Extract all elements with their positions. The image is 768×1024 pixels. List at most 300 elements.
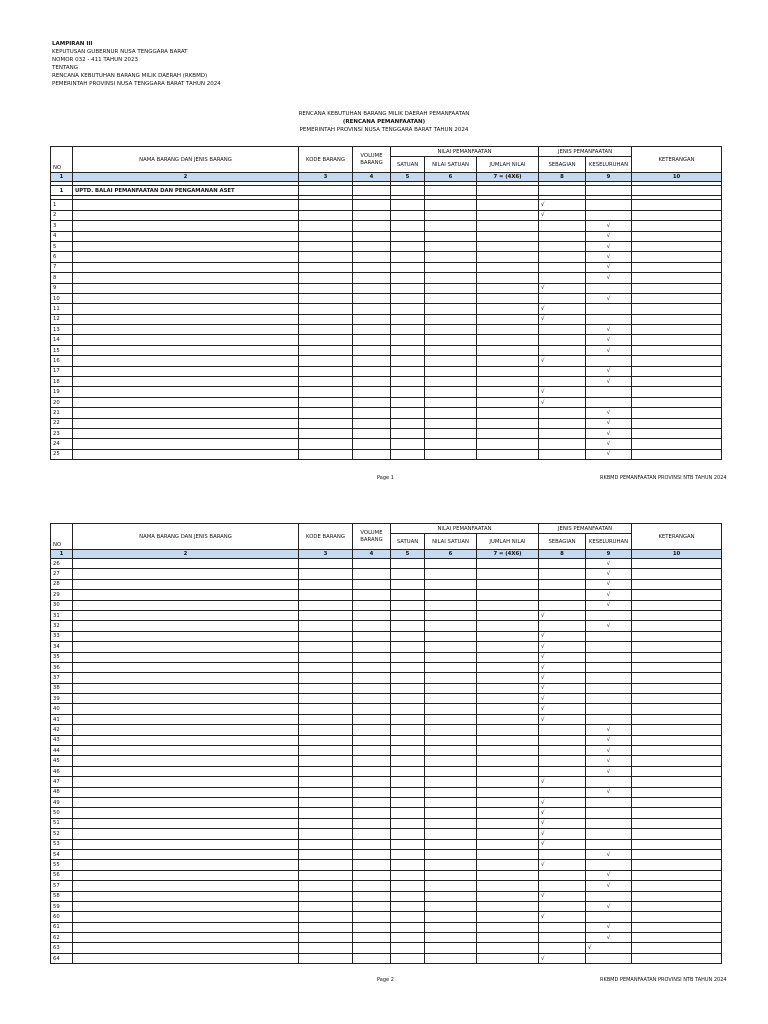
empty-cell: [299, 418, 353, 428]
empty-cell: [632, 642, 722, 652]
empty-cell: [632, 449, 722, 459]
col-number: 8: [539, 550, 586, 559]
sebagian-cell: [539, 746, 586, 756]
empty-cell: [477, 335, 539, 345]
empty-cell: [632, 860, 722, 870]
empty-cell: [299, 953, 353, 963]
empty-cell: [477, 559, 539, 569]
table-row: [51, 273, 722, 283]
col-header-keterangan: KETERANGAN: [632, 524, 722, 550]
empty-cell: [353, 418, 391, 428]
col-header-volume: VOLUME BARANG: [353, 524, 391, 550]
empty-cell: [73, 870, 299, 880]
table-row: [51, 210, 722, 220]
empty-cell: [425, 569, 477, 579]
empty-cell: [299, 631, 353, 641]
empty-cell: [299, 335, 353, 345]
keseluruhan-check-icon: √: [586, 418, 632, 428]
empty-cell: [425, 273, 477, 283]
empty-cell: [73, 933, 299, 943]
sebagian-check-icon: √: [539, 704, 586, 714]
empty-cell: [477, 683, 539, 693]
title-line-2: (RENCANA PEMANFAATAN): [342, 119, 426, 125]
sebagian-cell: [539, 231, 586, 241]
empty-cell: [632, 345, 722, 355]
empty-cell: [425, 662, 477, 672]
row-number: 6: [51, 252, 73, 262]
row-number: 63: [51, 943, 73, 953]
empty-cell: [632, 735, 722, 745]
empty-cell: [73, 356, 299, 366]
empty-cell: [299, 735, 353, 745]
column-number-row: [51, 173, 722, 182]
empty-cell: [425, 787, 477, 797]
table-row: [51, 428, 722, 438]
empty-cell: [632, 304, 722, 314]
empty-cell: [353, 631, 391, 641]
empty-cell: [299, 356, 353, 366]
row-number: 61: [51, 922, 73, 932]
empty-cell: [632, 231, 722, 241]
row-number: 45: [51, 756, 73, 766]
table-row: [51, 335, 722, 345]
empty-cell: [425, 839, 477, 849]
sebagian-cell: [539, 766, 586, 776]
row-number: 58: [51, 891, 73, 901]
empty-cell: [353, 569, 391, 579]
empty-cell: [425, 590, 477, 600]
empty-cell: [632, 335, 722, 345]
col-header-nilai-group: NILAI PEMANFAATAN: [391, 147, 539, 157]
table-row: [51, 662, 722, 672]
empty-cell: [353, 642, 391, 652]
empty-cell: [353, 610, 391, 620]
row-number: 38: [51, 683, 73, 693]
row-number: 11: [51, 304, 73, 314]
empty-cell: [425, 387, 477, 397]
row-number: 12: [51, 314, 73, 324]
col-header-sebagian: SEBAGIAN: [539, 157, 586, 173]
empty-cell: [425, 241, 477, 251]
row-number: 1: [51, 200, 73, 210]
col-number: 5: [391, 173, 425, 182]
empty-cell: [632, 241, 722, 251]
empty-cell: [632, 366, 722, 376]
sebagian-cell: [539, 881, 586, 891]
row-number: 51: [51, 818, 73, 828]
empty-cell: [477, 849, 539, 859]
sebagian-cell: [539, 922, 586, 932]
empty-cell: [632, 273, 722, 283]
row-number: 42: [51, 725, 73, 735]
sebagian-cell: [539, 418, 586, 428]
col-header-keterangan: KETERANGAN: [632, 147, 722, 173]
sebagian-check-icon: √: [539, 387, 586, 397]
empty-cell: [299, 221, 353, 231]
header-line: TENTANG: [52, 64, 79, 71]
col-header-no: NO: [51, 524, 73, 550]
sebagian-check-icon: √: [539, 891, 586, 901]
empty-cell: [391, 610, 425, 620]
sebagian-cell: [539, 252, 586, 262]
col-number: 3: [299, 173, 353, 182]
empty-cell: [299, 366, 353, 376]
empty-cell: [425, 345, 477, 355]
keseluruhan-cell: [586, 797, 632, 807]
row-number: 8: [51, 273, 73, 283]
sebagian-check-icon: √: [539, 673, 586, 683]
sebagian-cell: [539, 439, 586, 449]
empty-cell: [391, 631, 425, 641]
empty-cell: [425, 808, 477, 818]
empty-cell: [391, 241, 425, 251]
empty-cell: [477, 662, 539, 672]
row-number: 13: [51, 325, 73, 335]
empty-cell: [477, 787, 539, 797]
empty-cell: [391, 377, 425, 387]
empty-cell: [425, 397, 477, 407]
keseluruhan-check-icon: √: [586, 335, 632, 345]
empty-cell: [73, 662, 299, 672]
empty-cell: [73, 314, 299, 324]
empty-cell: [391, 642, 425, 652]
empty-cell: [391, 808, 425, 818]
empty-cell: [73, 787, 299, 797]
empty-cell: [632, 397, 722, 407]
table-row: [51, 559, 722, 569]
keseluruhan-check-icon: √: [586, 870, 632, 880]
row-number: 41: [51, 714, 73, 724]
empty-cell: [391, 252, 425, 262]
empty-cell: [299, 943, 353, 953]
empty-cell: [632, 808, 722, 818]
row-number: 36: [51, 662, 73, 672]
empty-cell: [391, 210, 425, 220]
empty-cell: [425, 631, 477, 641]
empty-cell: [73, 818, 299, 828]
keseluruhan-check-icon: √: [586, 377, 632, 387]
empty-cell: [391, 262, 425, 272]
empty-cell: [299, 428, 353, 438]
table-row: [51, 860, 722, 870]
empty-cell: [353, 621, 391, 631]
empty-cell: [353, 746, 391, 756]
empty-cell: [632, 559, 722, 569]
empty-cell: [425, 870, 477, 880]
empty-cell: [632, 600, 722, 610]
empty-cell: [477, 408, 539, 418]
page-number: Page 2: [377, 977, 394, 983]
row-number: 37: [51, 673, 73, 683]
empty-cell: [299, 397, 353, 407]
row-number: 19: [51, 387, 73, 397]
empty-cell: [425, 283, 477, 293]
empty-cell: [477, 912, 539, 922]
empty-cell: [353, 397, 391, 407]
empty-cell: [73, 829, 299, 839]
empty-cell: [425, 408, 477, 418]
empty-cell: [353, 839, 391, 849]
empty-cell: [73, 200, 299, 210]
table-row: [51, 600, 722, 610]
empty-cell: [353, 673, 391, 683]
sebagian-cell: [539, 366, 586, 376]
empty-cell: [353, 662, 391, 672]
empty-cell: [632, 439, 722, 449]
empty-cell: [632, 839, 722, 849]
empty-cell: [632, 408, 722, 418]
empty-cell: [391, 787, 425, 797]
keseluruhan-check-icon: √: [586, 735, 632, 745]
keseluruhan-check-icon: √: [586, 579, 632, 589]
empty-cell: [425, 933, 477, 943]
column-number-row: [51, 550, 722, 559]
empty-cell: [477, 901, 539, 911]
table-row: [51, 652, 722, 662]
lampiran-label: LAMPIRAN III: [52, 41, 93, 47]
empty-cell: [632, 356, 722, 366]
sebagian-cell: [539, 408, 586, 418]
empty-cell: [353, 891, 391, 901]
empty-cell: [632, 569, 722, 579]
empty-cell: [477, 610, 539, 620]
empty-cell: [391, 314, 425, 324]
empty-cell: [299, 881, 353, 891]
table-row: [51, 766, 722, 776]
empty-cell: [425, 356, 477, 366]
empty-cell: [477, 366, 539, 376]
table-row: [51, 839, 722, 849]
empty-cell: [73, 746, 299, 756]
sebagian-check-icon: √: [539, 797, 586, 807]
empty-cell: [425, 714, 477, 724]
empty-cell: [391, 922, 425, 932]
keseluruhan-cell: [586, 818, 632, 828]
empty-cell: [391, 912, 425, 922]
empty-cell: [632, 418, 722, 428]
empty-cell: [425, 642, 477, 652]
sebagian-check-icon: √: [539, 642, 586, 652]
table-row: [51, 449, 722, 459]
empty-cell: [73, 652, 299, 662]
empty-cell: [477, 746, 539, 756]
row-number: 56: [51, 870, 73, 880]
row-number: 55: [51, 860, 73, 870]
table-row: [51, 787, 722, 797]
row-number: 46: [51, 766, 73, 776]
col-number: 3: [299, 550, 353, 559]
keseluruhan-check-icon: √: [586, 293, 632, 303]
empty-cell: [477, 953, 539, 963]
row-number: 44: [51, 746, 73, 756]
col-number: 9: [586, 550, 632, 559]
sebagian-check-icon: √: [539, 953, 586, 963]
empty-cell: [477, 231, 539, 241]
row-number: 9: [51, 283, 73, 293]
sebagian-cell: [539, 870, 586, 880]
empty-cell: [632, 200, 722, 210]
keseluruhan-cell: [586, 808, 632, 818]
empty-cell: [632, 325, 722, 335]
table-row: [51, 387, 722, 397]
row-number: 3: [51, 221, 73, 231]
empty-cell: [391, 283, 425, 293]
col-number: 7 = (4X6): [477, 173, 539, 182]
empty-cell: [425, 860, 477, 870]
empty-cell: [353, 849, 391, 859]
row-number: 25: [51, 449, 73, 459]
empty-cell: [425, 366, 477, 376]
table-row: [51, 714, 722, 724]
empty-cell: [477, 283, 539, 293]
empty-cell: [391, 901, 425, 911]
sebagian-check-icon: √: [539, 356, 586, 366]
empty-cell: [425, 418, 477, 428]
keseluruhan-check-icon: √: [586, 366, 632, 376]
row-number: 34: [51, 642, 73, 652]
empty-cell: [632, 777, 722, 787]
empty-cell: [425, 912, 477, 922]
empty-cell: [425, 829, 477, 839]
empty-cell: [73, 839, 299, 849]
empty-cell: [632, 704, 722, 714]
empty-cell: [299, 210, 353, 220]
row-number: 7: [51, 262, 73, 272]
row-number: 30: [51, 600, 73, 610]
table-row: [51, 366, 722, 376]
empty-cell: [477, 870, 539, 880]
empty-cell: [73, 335, 299, 345]
table-row: [51, 610, 722, 620]
empty-cell: [425, 200, 477, 210]
row-number: 27: [51, 569, 73, 579]
empty-cell: [353, 366, 391, 376]
empty-cell: [391, 439, 425, 449]
empty-cell: [477, 273, 539, 283]
empty-cell: [391, 704, 425, 714]
keseluruhan-cell: [586, 397, 632, 407]
table-row: [51, 642, 722, 652]
table-page-1: [50, 146, 722, 460]
empty-cell: [73, 559, 299, 569]
empty-cell: [477, 579, 539, 589]
empty-cell: [632, 610, 722, 620]
empty-cell: [353, 933, 391, 943]
table-row: [51, 200, 722, 210]
empty-cell: [73, 241, 299, 251]
empty-cell: [425, 314, 477, 324]
col-header-volume: VOLUME BARANG: [353, 147, 391, 173]
table-row: [51, 953, 722, 963]
empty-cell: [391, 756, 425, 766]
keseluruhan-check-icon: √: [586, 241, 632, 251]
empty-cell: [353, 252, 391, 262]
keseluruhan-cell: [586, 829, 632, 839]
empty-cell: [73, 766, 299, 776]
empty-cell: [477, 418, 539, 428]
empty-cell: [477, 569, 539, 579]
empty-cell: [425, 694, 477, 704]
empty-cell: [477, 241, 539, 251]
empty-cell: [353, 221, 391, 231]
empty-cell: [299, 262, 353, 272]
empty-cell: [477, 652, 539, 662]
table-row: [51, 314, 722, 324]
empty-cell: [477, 631, 539, 641]
empty-cell: [299, 849, 353, 859]
row-number: 60: [51, 912, 73, 922]
empty-cell: [299, 818, 353, 828]
keseluruhan-cell: [586, 283, 632, 293]
empty-cell: [477, 210, 539, 220]
sebagian-check-icon: √: [539, 683, 586, 693]
sebagian-cell: [539, 325, 586, 335]
empty-cell: [391, 590, 425, 600]
empty-cell: [632, 922, 722, 932]
empty-cell: [391, 839, 425, 849]
empty-cell: [632, 746, 722, 756]
sebagian-cell: [539, 449, 586, 459]
sebagian-check-icon: √: [539, 631, 586, 641]
sebagian-check-icon: √: [539, 694, 586, 704]
empty-cell: [353, 293, 391, 303]
sebagian-check-icon: √: [539, 610, 586, 620]
empty-cell: [391, 408, 425, 418]
empty-cell: [425, 849, 477, 859]
empty-cell: [477, 797, 539, 807]
empty-cell: [299, 439, 353, 449]
empty-cell: [425, 735, 477, 745]
keseluruhan-cell: [586, 610, 632, 620]
empty-cell: [477, 694, 539, 704]
empty-cell: [425, 891, 477, 901]
empty-cell: [353, 808, 391, 818]
empty-cell: [299, 808, 353, 818]
empty-cell: [73, 808, 299, 818]
keseluruhan-check-icon: √: [586, 449, 632, 459]
empty-cell: [391, 652, 425, 662]
empty-cell: [391, 449, 425, 459]
keseluruhan-cell: [586, 356, 632, 366]
col-number: 6: [425, 173, 477, 182]
keseluruhan-cell: [586, 839, 632, 849]
empty-cell: [391, 200, 425, 210]
empty-cell: [353, 714, 391, 724]
table-row: [51, 231, 722, 241]
empty-cell: [299, 252, 353, 262]
empty-cell: [391, 797, 425, 807]
col-number: 9: [586, 173, 632, 182]
empty-cell: [632, 621, 722, 631]
empty-cell: [73, 891, 299, 901]
row-number: 29: [51, 590, 73, 600]
keseluruhan-check-icon: √: [586, 408, 632, 418]
empty-cell: [477, 449, 539, 459]
row-number: 57: [51, 881, 73, 891]
empty-cell: [477, 881, 539, 891]
empty-cell: [425, 262, 477, 272]
row-number: 18: [51, 377, 73, 387]
empty-cell: [425, 797, 477, 807]
row-number: 15: [51, 345, 73, 355]
empty-cell: [632, 283, 722, 293]
table-row: [51, 725, 722, 735]
empty-cell: [632, 673, 722, 683]
col-number: 7 = (4X6): [477, 550, 539, 559]
row-number: 43: [51, 735, 73, 745]
keseluruhan-check-icon: √: [586, 221, 632, 231]
sebagian-cell: [539, 933, 586, 943]
